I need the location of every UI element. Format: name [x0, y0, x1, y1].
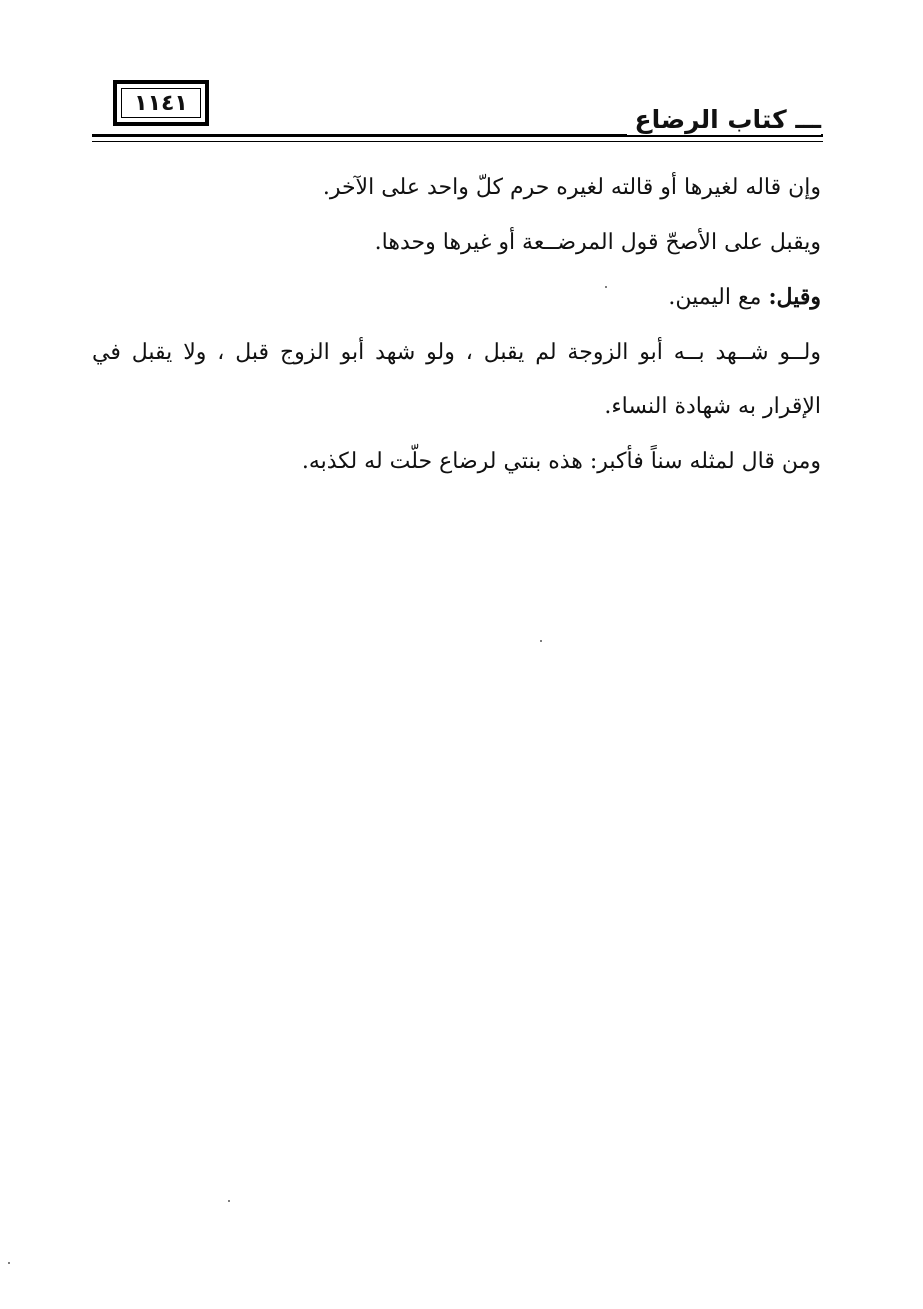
paragraph-1 — [92, 160, 821, 215]
header-rule-thin — [92, 141, 823, 142]
page-number: ١١٤١ — [134, 90, 188, 116]
paragraph-4 — [92, 325, 821, 434]
running-header-dash: ـــ — [795, 105, 821, 134]
paragraph-text: وإن قاله لغيرها أو قالته لغيره حرم كلّ واحد على الآخر. — [322, 175, 821, 200]
paragraph-text: ويقبل على الأصحّ قول المرضــعة أو غيرها وحدها. — [374, 230, 821, 255]
paragraph-2 — [92, 215, 821, 270]
running-header-title: كتاب الرضاع — [634, 105, 787, 134]
paragraph-5 — [92, 434, 821, 489]
paragraph-lead: وقيل: — [768, 284, 821, 310]
paragraph-text: ولــو شــهد بــه أبو الزوجة لم يقبل ، ولو شهد أبو الزوج قبل ، ولا يقبل في الإقرار به شهادة النساء. — [92, 340, 821, 419]
scan-speck — [605, 286, 607, 288]
main-text — [92, 160, 821, 489]
scan-speck — [540, 640, 542, 642]
page-number-box — [113, 80, 209, 126]
paragraph-3 — [92, 270, 821, 325]
scan-speck — [228, 1200, 230, 1202]
paragraph-text: مع اليمين. — [668, 285, 769, 310]
scan-speck — [8, 1262, 10, 1264]
paragraph-text: ومن قال لمثله سناً فأكبر: هذه بنتي لرضاع حلّت له لكذبه. — [301, 449, 821, 474]
running-header — [627, 105, 821, 135]
